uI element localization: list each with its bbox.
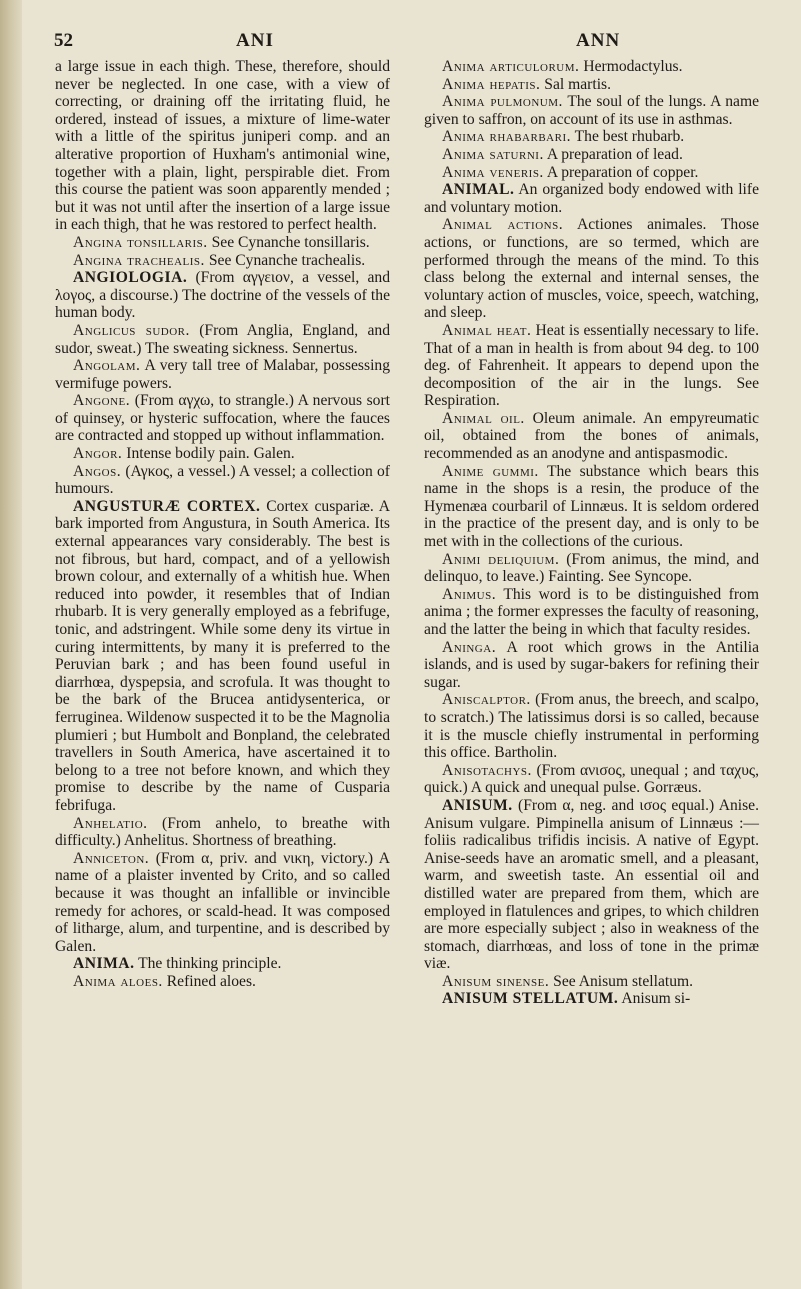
entry-text: (From Anglia, England, and sudor, sweat.) The sweating sickness. Sennertus. <box>55 321 390 357</box>
entry-text: Oleum animale. An empyreumatic oil, obtained from the bones of animals, recommended as an anodyne and antispasmodic. <box>424 409 759 463</box>
entry-term: Anisum sinense. <box>442 972 550 990</box>
entry-text: A very tall tree of Malabar, possessing vermifuge powers. <box>55 357 390 392</box>
entry <box>424 128 759 146</box>
entry-term: Angone. <box>73 392 131 410</box>
page-number: 52 <box>54 30 73 51</box>
entry <box>55 815 390 850</box>
entry <box>424 322 759 410</box>
entry-text: See Cynanche tonsillaris. <box>211 233 370 251</box>
entry <box>424 973 759 991</box>
entry <box>55 252 390 270</box>
entry <box>424 551 759 586</box>
entry-text: Sal martis. <box>544 75 611 93</box>
entry-term: Animal oil. <box>442 409 525 427</box>
entry-term: Aniscalptor. <box>442 691 531 709</box>
entry-text: (From animus, the mind, and delinquo, to leave.) Fainting. See Syncope. <box>424 550 759 586</box>
entry-text: See Cynanche trachealis. <box>208 251 366 269</box>
entry-term: Angina trachealis. <box>73 251 205 269</box>
entry-text: Intense bodily pain. Galen. <box>126 445 295 463</box>
entry-text: (From αγγειον, a vessel, and λογος, a discourse.) The doctrine of the vessels of the human body. <box>55 269 390 322</box>
entry-term: Anima rhabarbari. <box>442 128 572 146</box>
entry-text: The best rhubarb. <box>574 128 685 146</box>
entry-term: Animal heat. <box>442 321 532 339</box>
entry-text: (From anus, the breech, and scalpo, to scratch.) The latissimus dorsi is so called, because it is the muscle chiefly instrumental in performing this office. Bartholin. <box>424 691 759 762</box>
entry-term: Anima saturni. <box>442 145 544 163</box>
entry-text: (From α, priv. and νικη, victory.) A name of a plaister invented by Crito, and so called because it was thought an infallible or invincible remedy for achores, or scald-head. It was composed of litharge, alum, and turpentine, and is described by Galen. <box>55 849 390 955</box>
entry <box>55 392 390 445</box>
entry-term: ANISUM STELLATUM. <box>442 990 619 1008</box>
entry-text: A root which grows in the Antilia islands, and is used by sugar-bakers for refining their sugar. <box>424 638 759 691</box>
entry-text: (From αγχω, to strangle.) A nervous sort of quinsey, or hysteric suffocation, where the fauces are contracted and stopped up without inflammation. <box>55 392 391 445</box>
entry-text: A preparation of lead. <box>546 145 683 163</box>
entry-term: Anime gummi. <box>442 462 539 480</box>
right-running-headword: ANN <box>576 30 621 51</box>
entry <box>55 234 390 252</box>
entry-term: Anima veneris. <box>442 163 544 181</box>
entry <box>424 146 759 164</box>
entry <box>424 639 759 692</box>
entry-term: Angor. <box>73 445 123 463</box>
entry <box>55 445 390 463</box>
entry-term: Anima pulmonum. <box>442 93 563 111</box>
running-header <box>0 16 801 51</box>
entry <box>55 850 390 956</box>
entry-term: Anhelatio. <box>73 814 148 832</box>
entry-text: A preparation of copper. <box>546 163 699 181</box>
entry <box>424 691 759 761</box>
entry-text: Cortex cuspariæ. A bark imported from Angustura, in South America. Its external appearances vary considerably. The best is not fibrous, but hard, compact, and of a yellowish brown colour, and externally of a whitish hue. When reduced into powder, it resembles that of Indian rhubarb. It is very generally employed as a febrifuge, tonic, and adstringent. While some deny its virtue in curing intermittents, by many it is preferred to the Peruvian bark ; and has been found useful in diarrhœa, dyspepsia, and scrofula. It was thought to be the bark of the Brucea antidysenterica, or ferruginea. Wildenow suspected it to be the Magnolia plumieri ; but Humbolt and Bonpland, the celebrated travellers in South America, have ascertained it to belong to a tree not before known, and which they promise to describe by the name of Cusparia febrifuga. <box>55 497 391 814</box>
entry-text: The substance which bears this name in the shops is a resin, the produce of the Hymenæa courbaril of Linnæus. It is seldom ordered in the practice of the present day, and is only to be met with in the collections of the curious. <box>424 462 759 551</box>
entry-term: Angina tonsillaris. <box>73 233 208 251</box>
entry-text: Anisum si- <box>621 990 691 1008</box>
entry <box>55 58 390 234</box>
entry-term: Animal actions. <box>442 216 564 234</box>
entry-term: Anniceton. <box>73 849 150 867</box>
entry <box>55 955 390 973</box>
left-running-headword: ANI <box>236 30 274 51</box>
entry-text: This word is to be distinguished from anima ; the former expresses the faculty of reasoning, and the latter the being in which that faculty resides. <box>424 585 759 638</box>
entry-term: ANISUM. <box>442 796 513 814</box>
entry <box>424 797 759 973</box>
entry-term: Animi deliquium. <box>442 550 560 568</box>
entry-text: The thinking principle. <box>138 955 282 973</box>
entry-term: ANIMAL. <box>442 181 515 199</box>
entry-term: Anima hepatis. <box>442 75 541 93</box>
entry-text: The soul of the lungs. A name given to saffron, on account of its use in asthmas. <box>424 93 759 128</box>
entry <box>55 463 390 498</box>
entry-term: Anima aloes. <box>73 972 163 990</box>
entry <box>424 93 759 128</box>
entry-text: An organized body endowed with life and voluntary motion. <box>424 181 759 216</box>
entry-text: (From α, neg. and ισος equal.) Anise. Anisum vulgare. Pimpinella anisum of Linnæus :—foliis radicalibus trifidis incisis. A native of Egypt. Anise-seeds have an aromatic smell, and a pleasant, warm, and sweetish taste. An essential oil and distilled water are prepared from them, which are employed in flatulences and gripes, to which children are more especially subject ; also in weakness of the stomach, diarrhœas, and loss of tone in the primæ viæ. <box>424 796 759 973</box>
entry-text: Heat is essentially necessary to life. That of a man in health is from about 94 deg. to 100 deg. of Fahrenheit. It appears to depend upon the decomposition of the air in the lungs. See Respiration. <box>424 321 759 410</box>
entry-text: Refined aloes. <box>166 972 256 990</box>
entry-term: Anima articulorum. <box>442 58 580 75</box>
entry <box>424 762 759 797</box>
entry-term: ANGIOLOGIA. <box>73 269 188 287</box>
entry-text: (From anhelo, to breathe with difficulty.) Anhelitus. Shortness of breathing. <box>55 814 390 850</box>
entry-term: ANGUSTURÆ CORTEX. <box>73 497 261 515</box>
entry <box>424 181 759 216</box>
entry <box>424 463 759 551</box>
entry <box>424 76 759 94</box>
entry-text: (Αγκος, a vessel.) A vessel; a collection of humours. <box>55 462 390 498</box>
entry-term: Angos. <box>73 462 122 480</box>
left-column <box>55 58 390 990</box>
entry-text: Actiones animales. Those actions, or functions, are so termed, which are performed through the means of the mind. To this class belong the external and internal senses, the voluntary action of muscles, voice, speech, watching, and sleep. <box>424 216 759 322</box>
entry <box>55 269 390 322</box>
entry-term: Animus. <box>442 585 497 603</box>
entry-text: (From ανισος, unequal ; and ταχυς, quick.) A quick and unequal pulse. Gorræus. <box>424 761 759 797</box>
entry-text: See Anisum stellatum. <box>553 972 694 990</box>
right-column <box>424 58 759 1008</box>
entry <box>424 410 759 463</box>
entry <box>424 990 759 1008</box>
entry-text: Hermodactylus. <box>583 58 683 75</box>
entry <box>55 357 390 392</box>
entry <box>424 58 759 76</box>
entry-term: ANIMA. <box>73 955 135 973</box>
entry-text: a large issue in each thigh. These, therefore, should never be neglected. In one case, with a view of correcting, or draining off the irritating fluid, he ordered, instead of issues, a mixture of lime-water with a little of the spiritus juniperi comp. and an alterative proportion of Huxham's antimonial wine, together with a plain, light, perspirable diet. From this course the patient was soon apparently mended ; but it was not until after the insertion of a large issue in each thigh, that he was restored to perfect health. <box>55 58 390 234</box>
entry-term: Aninga. <box>442 638 497 656</box>
entry <box>424 164 759 182</box>
entry <box>55 973 390 991</box>
entry <box>55 498 390 815</box>
entry <box>424 216 759 322</box>
entry-term: Anisotachys. <box>442 761 532 779</box>
entry-term: Angolam. <box>73 357 141 375</box>
entry-term: Anglicus sudor. <box>73 321 190 339</box>
entry <box>55 322 390 357</box>
entry <box>424 586 759 639</box>
page-binding-shadow <box>0 0 22 1289</box>
